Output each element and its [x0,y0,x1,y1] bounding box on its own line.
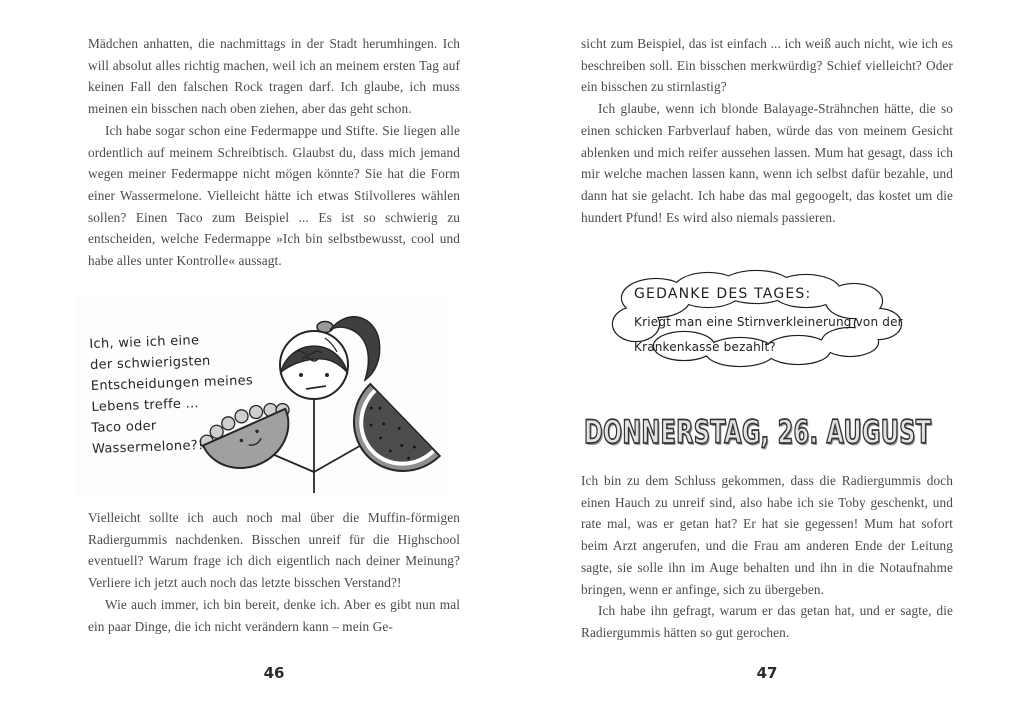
thought-bubble-line: Kriegt man eine Stirnverkleinerung von der [634,315,903,329]
paragraph: Ich habe sogar schon eine Federmappe und Stifte. Sie liegen alle ordentlich auf meinem Schreibtisch. Glaubst du, dass mich jemand wegen meiner Federmappe nicht mögen könnte? Sie hat die Form einer Wassermelone. Vielleicht hätte ich etwas Stilvolleres wählen sollen? Einen Taco zum Beispiel ... Es ist so schwierig zu entscheiden, welche Federmappe »Ich bin selbstbewusst, cool und habe alles unter Kontrolle« aussagt. [88,122,460,269]
right-page-bottom-text [581,470,953,644]
paragraph: Vielleicht sollte ich auch noch mal über die Muffin-förmigen Radiergummis nachdenken. Bisschen unreif für die Highschool eventuell? Warum frage ich dich eigentlich nach deiner Meinung? Verliere ich jetzt auch noch das letzte bisschen Verstand?! [88,510,460,591]
paragraph: Ich habe ihn gefragt, warum er das getan hat, und er sagte, die Radiergummis hätten so gut gerochen. [581,603,953,640]
page-number-left: 46 [263,664,285,682]
illustration-caption-bottom: Taco oder Wassermelone?! [91,418,204,457]
paragraph: Ich bin zu dem Schluss gekommen, dass die Radiergummis doch einen Hauch zu unreif sind, also habe ich sie Toby geschenkt, und rate mal, was er getan hat? Er hat sie gegessen! Mum hat sofort beim Arzt angerufen, und die Frau am anderen Ende der Leitung sagte, sie solle ihn im Auge behalten und ihn in die Notaufnahme bringen, wenn er anfinge, sich zu übergeben. [581,473,953,597]
illustration-girl-taco-watermelon [75,296,450,497]
thought-bubble-text [634,286,903,360]
watermelon-figure [333,384,440,492]
thought-bubble [604,266,906,378]
eye-left [299,373,303,377]
page-number-right: 47 [756,664,778,682]
paragraph: sicht zum Beispiel, das ist einfach ... ich weiß auch nicht, wie ich es beschreiben soll. Ein bisschen merkwürdig? Schief vielleicht? Oder ein bisschen zu stirnlastig? [581,36,953,95]
left-page-bottom-text [88,507,460,637]
diary-date-heading: DONNERSTAG, 26. AUGUST [584,413,932,451]
illustration-caption-top: Ich, wie ich eine der schwierigsten Entscheidungen meines Lebens treffe ... [89,333,254,415]
eye-right [325,373,329,377]
paragraph: Mädchen anhatten, die nachmittags in der Stadt herumhingen. Ich will absolut alles richtig machen, weil ich an meinem ersten Tag auf keinen Fall den falschen Rock tragen darf. Ich glaube, ich muss meinen ein bisschen nach oben ziehen, aber das geht schon. [88,36,460,117]
thought-bubble-line: Krankenkasse bezahlt? [634,340,776,354]
paragraph: Ich glaube, wenn ich blonde Balayage-Strähnchen hätte, die so einen schicken Farbverlauf haben, würde das von meinem Gesicht ablenken und mich reifer aussehen lassen. Mum hat gesagt, dass ich mir welche machen lassen kann, wenn ich selbst dafür bezahle, und dann hat sie gelacht. Ich habe das mal gegoogelt, das kostet um die hundert Pfund! Es wird also niemals passieren. [581,101,953,225]
left-page-top-text [88,33,460,272]
right-page-top-text [581,33,953,228]
paragraph: Wie auch immer, ich bin bereit, denke ich. Aber es gibt nun mal ein paar Dinge, die ich nicht verändern kann – mein Ge- [88,596,460,634]
thought-of-the-day-title: GEDANKE DES TAGES: [634,286,812,302]
